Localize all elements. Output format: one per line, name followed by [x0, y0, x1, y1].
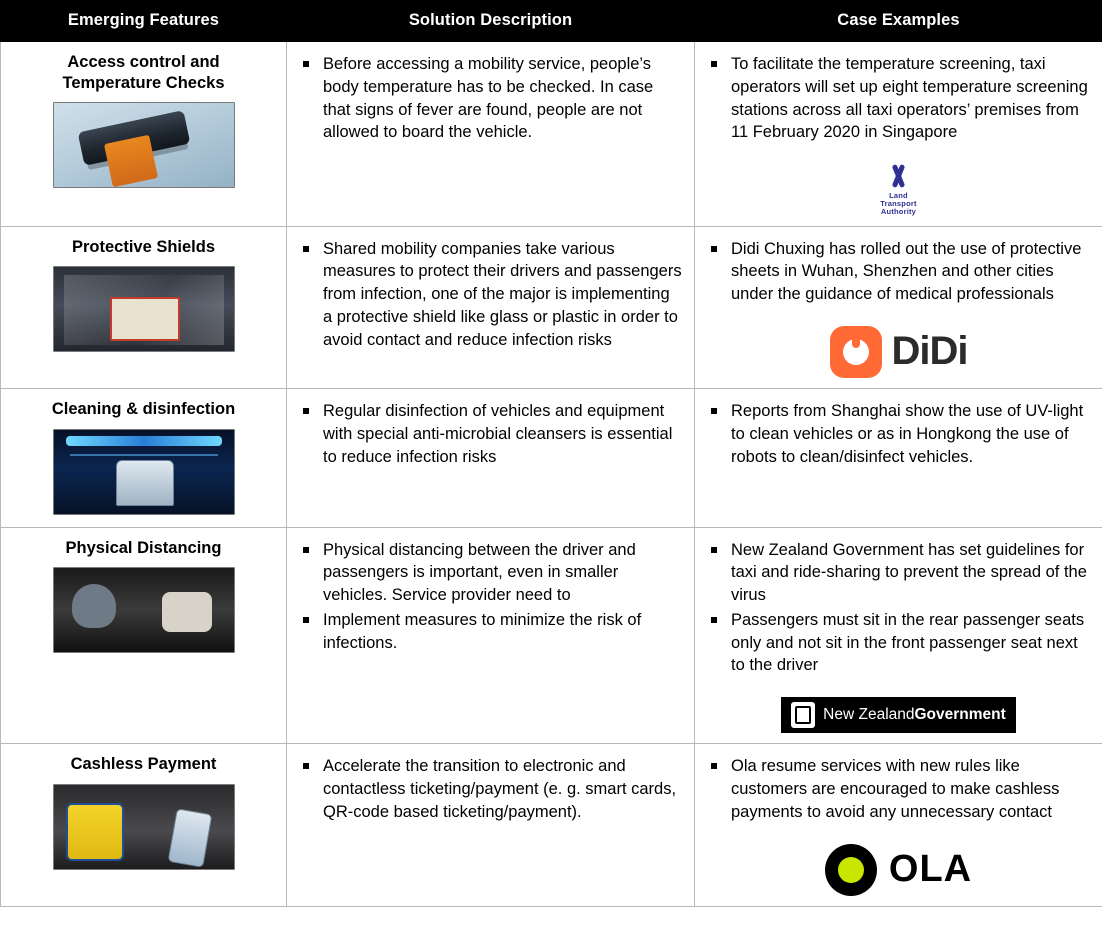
solution-bullet-list: [287, 389, 694, 482]
list-item: Physical distancing between the driver and passengers is important, even in smaller vehicles. Service provider need to: [297, 539, 682, 607]
list-item: Accelerate the transition to electronic and contactless ticketing/payment (e. g. smart cards, QR-code based ticketing/payment).: [297, 755, 682, 823]
solution-cell: [287, 388, 695, 527]
feature-title: Access control and Temperature Checks: [62, 53, 225, 92]
case-cell: [695, 527, 1102, 744]
list-item: Passengers must sit in the rear passenger seats only and not sit in the front passenger seat next to the driver: [705, 609, 1090, 677]
case-bullet-list: [695, 227, 1102, 320]
ola-wordmark: OLA: [888, 848, 973, 890]
list-item: Didi Chuxing has rolled out the use of protective sheets in Wuhan, Shenzhen and other cities under the guidance of medical professionals: [705, 238, 1090, 306]
table-header-row: [1, 1, 1102, 42]
table-row: [1, 226, 1102, 388]
table-row: [1, 42, 1102, 227]
column-header-solution-description: Solution Description: [287, 1, 695, 42]
feature-title: Protective Shields: [71, 237, 216, 256]
taxi-interior-distancing-photo: [53, 567, 235, 653]
didi-logo: [830, 326, 968, 378]
solution-cell: [287, 226, 695, 388]
logo-line-3: Authority: [880, 206, 917, 216]
solution-cell: [287, 527, 695, 744]
ola-logo: [825, 844, 972, 896]
ola-mark-icon: [825, 844, 877, 896]
list-item: Regular disinfection of vehicles and equipment with special anti-microbial cleansers is essential to reduce infection risks: [297, 400, 682, 468]
feature-cell: [1, 42, 287, 227]
solution-bullet-list: [287, 528, 694, 669]
solution-bullet-list: [287, 227, 694, 366]
nz-wordmark-primary: New Zealand: [823, 706, 915, 724]
case-cell: [695, 388, 1102, 527]
crest-icon: [791, 702, 815, 728]
solution-bullet-list: [287, 744, 694, 837]
feature-cell: [1, 388, 287, 527]
table-row: [1, 744, 1102, 906]
column-header-case-examples: Case Examples: [695, 1, 1102, 42]
logo-container: [695, 158, 1102, 226]
list-item: To facilitate the temperature screening, taxi operators will set up eight temperature screening stations across all taxi operators’ premises from 11 February 2020 in Singapore: [705, 53, 1090, 144]
feature-cell: [1, 226, 287, 388]
case-bullet-list: [695, 389, 1102, 482]
list-item: Ola resume services with new rules like customers are encouraged to make cashless payments to avoid any unnecessary contact: [705, 755, 1090, 823]
list-item: Shared mobility companies take various measures to protect their drivers and passengers from infection, one of the major is implementing a protective shield like glass or plastic in order to avoid contact and reduce infection risks: [297, 238, 682, 352]
taxi-protective-shield-photo: [53, 266, 235, 352]
case-bullet-list: [695, 528, 1102, 692]
table-row: [1, 527, 1102, 744]
solution-cell: [287, 744, 695, 906]
nz-wordmark-secondary: Government: [914, 706, 1006, 724]
nz-wordmark: [823, 706, 1006, 724]
case-cell: [695, 744, 1102, 906]
case-cell: [695, 226, 1102, 388]
table-header: [1, 1, 1102, 42]
list-item: Implement measures to minimize the risk of infections.: [297, 609, 682, 655]
feature-cell: [1, 527, 287, 744]
list-item: Reports from Shanghai show the use of UV-light to clean vehicles or as in Hongkong the use of robots to clean/disinfect vehicles.: [705, 400, 1090, 468]
solution-bullet-list: [287, 42, 694, 158]
feature-title: Cleaning & disinfection: [51, 399, 236, 418]
new-zealand-government-logo: [781, 697, 1016, 733]
land-transport-authority-logo: [880, 164, 916, 216]
logo-container: [695, 320, 1102, 388]
list-item: New Zealand Government has set guidelines for taxi and ride-sharing to prevent the spread of the virus: [705, 539, 1090, 607]
table-body: [1, 42, 1102, 907]
case-bullet-list: [695, 42, 1102, 158]
feature-title: Cashless Payment: [70, 755, 217, 774]
ribbon-icon: [885, 164, 911, 190]
table-row: [1, 388, 1102, 527]
contactless-payment-photo: [53, 784, 235, 870]
list-item: Before accessing a mobility service, people’s body temperature has to be checked. In case that signs of fever are found, people are not allowed to board the vehicle.: [297, 53, 682, 144]
uv-bus-disinfection-photo: [53, 429, 235, 515]
logo-container: [695, 838, 1102, 906]
case-cell: [695, 42, 1102, 227]
infrared-thermometer-photo: [53, 102, 235, 188]
case-bullet-list: [695, 744, 1102, 837]
logo-line-1: Land: [889, 191, 908, 201]
feature-cell: [1, 744, 287, 906]
logo-line-2: Transport: [880, 198, 917, 208]
didi-wordmark: DiDi: [891, 329, 968, 374]
logo-container: [695, 691, 1102, 743]
didi-mark-icon: [830, 326, 882, 378]
solution-cell: [287, 42, 695, 227]
feature-title: Physical Distancing: [65, 538, 222, 557]
column-header-emerging-features: Emerging Features: [1, 1, 287, 42]
